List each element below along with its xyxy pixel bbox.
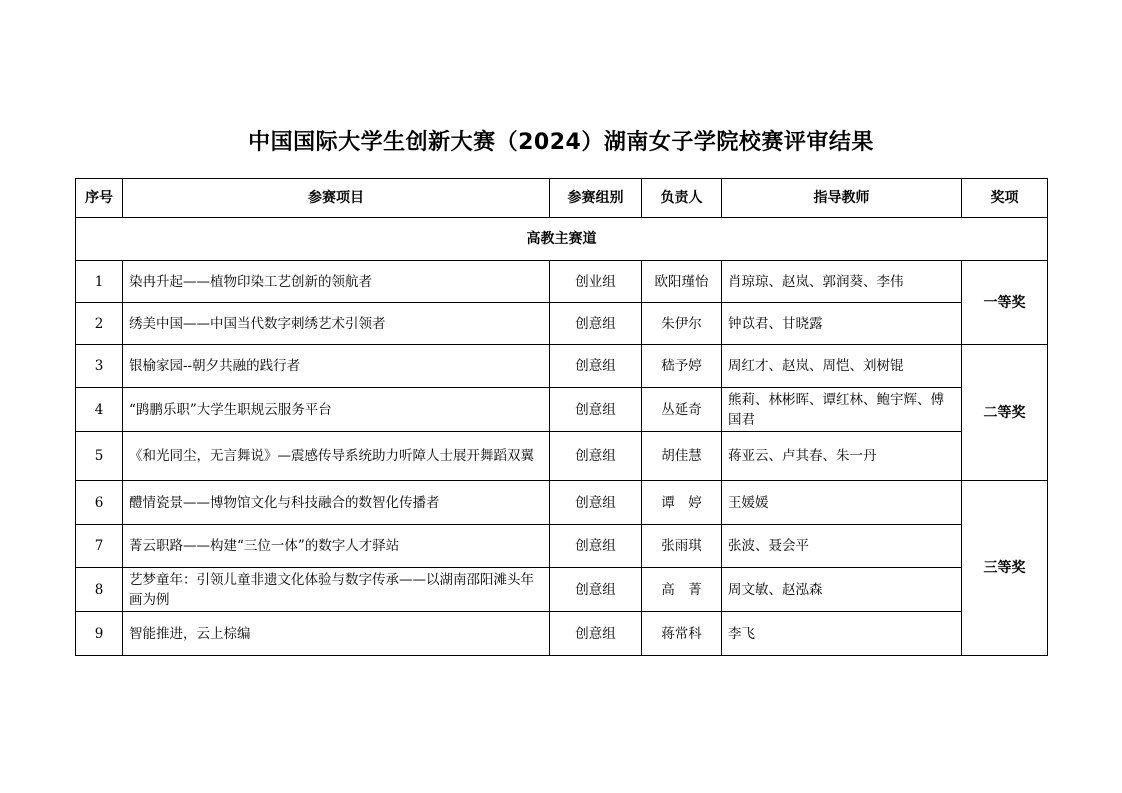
row-leader: 高 菁 (642, 568, 722, 612)
row-advisors: 张波、聂会平 (722, 525, 962, 568)
header-row (76, 179, 1048, 218)
header-advisors: 指导教师 (722, 179, 962, 218)
row-advisors: 周红才、赵岚、周恺、刘树锟 (722, 345, 962, 388)
row-group: 创意组 (550, 612, 642, 656)
page-title: 中国国际大学生创新大赛（2024）湖南女子学院校赛评审结果 (248, 130, 874, 155)
row-index: 7 (76, 525, 123, 568)
award-third: 三等奖 (962, 481, 1048, 656)
row-project: 银榆家园--朝夕共融的践行者 (123, 345, 550, 388)
header-group: 参赛组别 (550, 179, 642, 218)
row-leader: 谭 婷 (642, 481, 722, 525)
row-group: 创意组 (550, 432, 642, 481)
table-row (76, 303, 1048, 345)
award-second: 二等奖 (962, 345, 1048, 481)
results-table (75, 178, 1048, 656)
table-row (76, 568, 1048, 612)
row-project: 艺梦童年：引领儿童非遗文化体验与数字传承——以湖南邵阳滩头年画为例 (123, 568, 550, 612)
row-index: 9 (76, 612, 123, 656)
row-index: 5 (76, 432, 123, 481)
row-project: 醴情瓷景——博物馆文化与科技融合的数智化传播者 (123, 481, 550, 525)
table-row (76, 481, 1048, 525)
row-index: 4 (76, 388, 123, 432)
table-row (76, 388, 1048, 432)
row-leader: 胡佳慧 (642, 432, 722, 481)
row-index: 2 (76, 303, 123, 345)
row-advisors: 熊莉、林彬晖、谭红林、鲍宇辉、傅国君 (722, 388, 962, 432)
row-advisors: 蒋亚云、卢其春、朱一丹 (722, 432, 962, 481)
section-title: 高教主赛道 (76, 218, 1048, 261)
row-group: 创意组 (550, 303, 642, 345)
table-row (76, 432, 1048, 481)
row-advisors: 李飞 (722, 612, 962, 656)
row-group: 创意组 (550, 568, 642, 612)
row-leader: 蒋常科 (642, 612, 722, 656)
row-project: “鹍鹏乐职”大学生职规云服务平台 (123, 388, 550, 432)
table-row (76, 612, 1048, 656)
section-row (76, 218, 1048, 261)
row-index: 8 (76, 568, 123, 612)
row-index: 3 (76, 345, 123, 388)
row-project: 染冉升起——植物印染工艺创新的领航者 (123, 261, 550, 303)
award-first: 一等奖 (962, 261, 1048, 345)
row-group: 创意组 (550, 525, 642, 568)
header-award: 奖项 (962, 179, 1048, 218)
row-index: 6 (76, 481, 123, 525)
row-leader: 嵇予婷 (642, 345, 722, 388)
row-advisors: 钟苡君、甘晓露 (722, 303, 962, 345)
row-advisors: 王媛媛 (722, 481, 962, 525)
header-index: 序号 (76, 179, 123, 218)
row-leader: 欧阳瑾怡 (642, 261, 722, 303)
row-leader: 朱伊尔 (642, 303, 722, 345)
header-project: 参赛项目 (123, 179, 550, 218)
row-project: 绣美中国——中国当代数字刺绣艺术引领者 (123, 303, 550, 345)
row-index: 1 (76, 261, 123, 303)
row-project: 智能推进，云上棕编 (123, 612, 550, 656)
row-leader: 张雨琪 (642, 525, 722, 568)
row-group: 创意组 (550, 345, 642, 388)
row-project: 《和光同尘，无言舞说》—震感传导系统助力听障人士展开舞蹈双翼 (123, 432, 550, 481)
row-group: 创意组 (550, 388, 642, 432)
row-advisors: 肖琼琼、赵岚、郭润葵、李伟 (722, 261, 962, 303)
table-row (76, 261, 1048, 303)
row-group: 创业组 (550, 261, 642, 303)
row-leader: 丛延奇 (642, 388, 722, 432)
table-row (76, 525, 1048, 568)
row-group: 创意组 (550, 481, 642, 525)
row-advisors: 周文敏、赵泓森 (722, 568, 962, 612)
table-row (76, 345, 1048, 388)
header-leader: 负责人 (642, 179, 722, 218)
row-project: 菁云职路——构建“三位一体”的数字人才驿站 (123, 525, 550, 568)
